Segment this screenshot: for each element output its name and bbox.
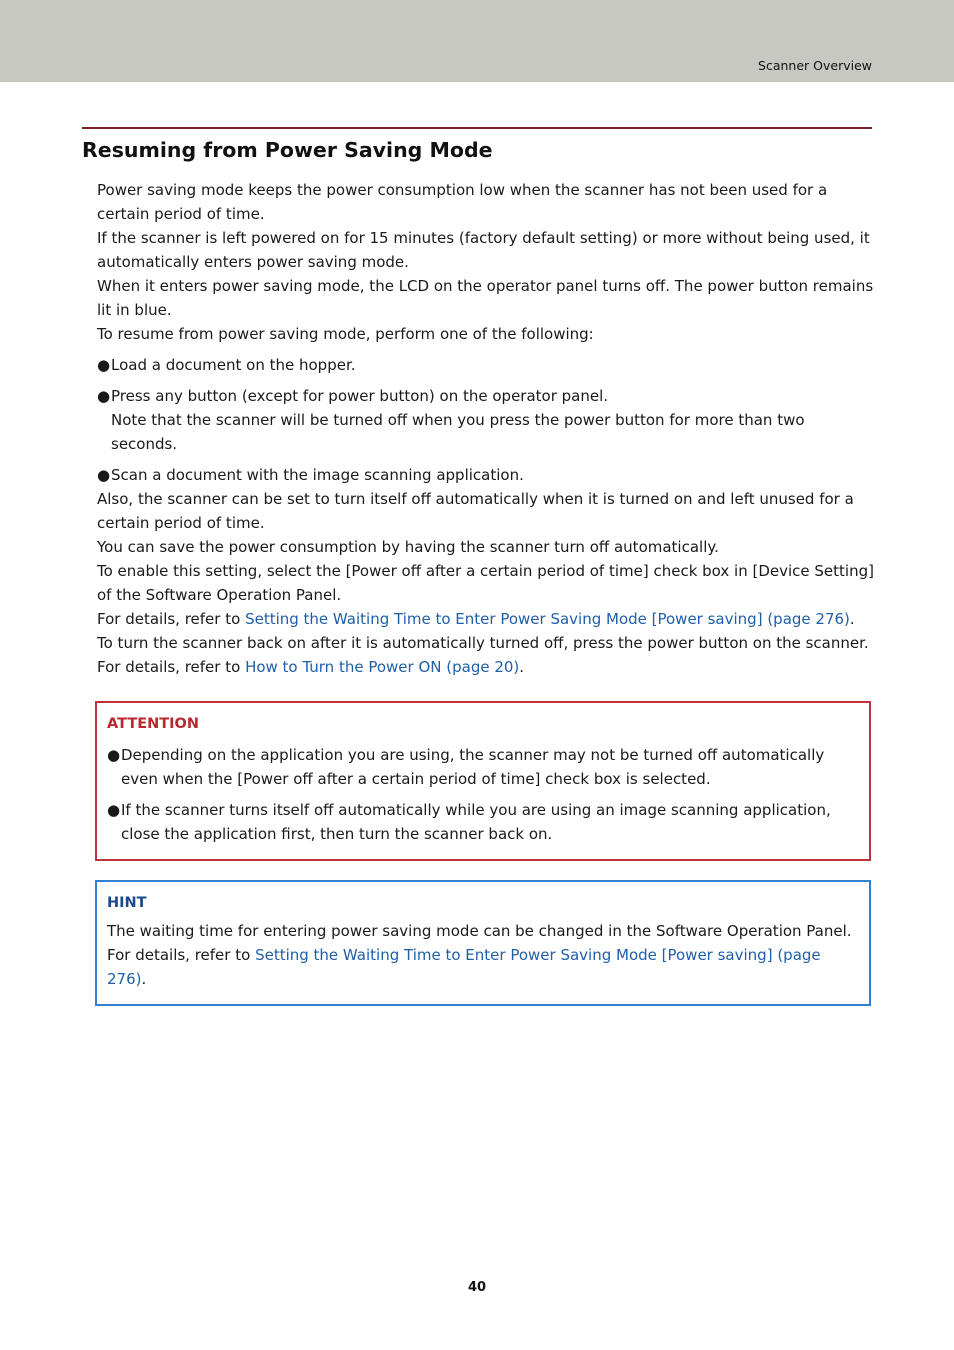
intro-paragraph: If the scanner is left powered on for 15 minutes (factory default setting) or more without being used, it automatically enters power saving mode.	[97, 229, 870, 271]
section-rule	[82, 127, 872, 129]
attention-item-text: If the scanner turns itself off automatically while you are using an image scanning application, close the application first, then turn the scanner back on.	[121, 801, 831, 843]
details-suffix: .	[519, 658, 525, 676]
hint-text: The waiting time for entering power saving mode can be changed in the Software Operation Panel.	[107, 922, 852, 940]
intro-paragraph: When it enters power saving mode, the LCD on the operator panel turns off. The power button remains lit in blue.	[97, 277, 874, 319]
power-saving-setting-link[interactable]: Setting the Waiting Time to Enter Power Saving Mode [Power saving] (page 276)	[245, 610, 850, 628]
list-item-text: Load a document on the hopper.	[111, 356, 356, 374]
bullet-icon: ●	[97, 387, 111, 405]
details-prefix: For details, refer to	[97, 658, 246, 676]
bullet-icon: ●	[97, 356, 111, 374]
hint-label: HINT	[107, 895, 147, 911]
attention-item-text: Depending on the application you are using, the scanner may not be turned off automatically even when the [Power off after a certain period of time] check box is selected.	[121, 746, 825, 788]
power-on-link[interactable]: How to Turn the Power ON (page 20)	[245, 658, 520, 676]
details-prefix: For details, refer to	[107, 946, 256, 964]
hint-box	[95, 880, 871, 1006]
header-band	[0, 0, 954, 82]
list-item	[97, 384, 875, 456]
details-paragraph	[97, 655, 875, 679]
section-body	[97, 178, 875, 679]
attention-box	[95, 701, 871, 861]
list-item-note: Note that the scanner will be turned off when you press the power button for more than two seconds.	[111, 411, 805, 453]
hint-details	[107, 943, 859, 991]
auto-off-paragraph: You can save the power consumption by having the scanner turn off automatically.	[97, 538, 719, 556]
section-title: Resuming from Power Saving Mode	[82, 138, 493, 162]
auto-off-paragraph: Also, the scanner can be set to turn itself off automatically when it is turned on and left unused for a certain period of time.	[97, 490, 854, 532]
details-prefix: For details, refer to	[97, 610, 246, 628]
page-number: 40	[467, 1280, 487, 1295]
attention-item	[107, 798, 859, 846]
intro-paragraph: Power saving mode keeps the power consumption low when the scanner has not been used for a certain period of time.	[97, 181, 828, 223]
details-suffix: .	[849, 610, 855, 628]
list-item	[97, 353, 875, 377]
list-item-text: Scan a document with the image scanning application.	[111, 466, 524, 484]
auto-off-paragraph: To turn the scanner back on after it is automatically turned off, press the power button on the scanner.	[97, 634, 869, 652]
list-item	[97, 463, 875, 487]
intro-paragraph: To resume from power saving mode, perform one of the following:	[97, 325, 594, 343]
header-title: Scanner Overview	[758, 58, 872, 73]
details-suffix: .	[141, 970, 147, 988]
attention-item	[107, 743, 859, 791]
hint-power-saving-link[interactable]: Setting the Waiting Time to Enter Power Saving Mode [Power saving] (page 276)	[107, 946, 821, 988]
details-paragraph	[97, 607, 875, 631]
list-item-text: Press any button (except for power button) on the operator panel.	[111, 387, 609, 405]
attention-label: ATTENTION	[107, 716, 199, 732]
bullet-icon: ●	[97, 466, 111, 484]
bullet-icon: ●	[107, 746, 121, 764]
auto-off-paragraph: To enable this setting, select the [Power off after a certain period of time] check box in [Device Setting] of the Software Operation Panel.	[97, 562, 874, 604]
bullet-icon: ●	[107, 801, 121, 819]
